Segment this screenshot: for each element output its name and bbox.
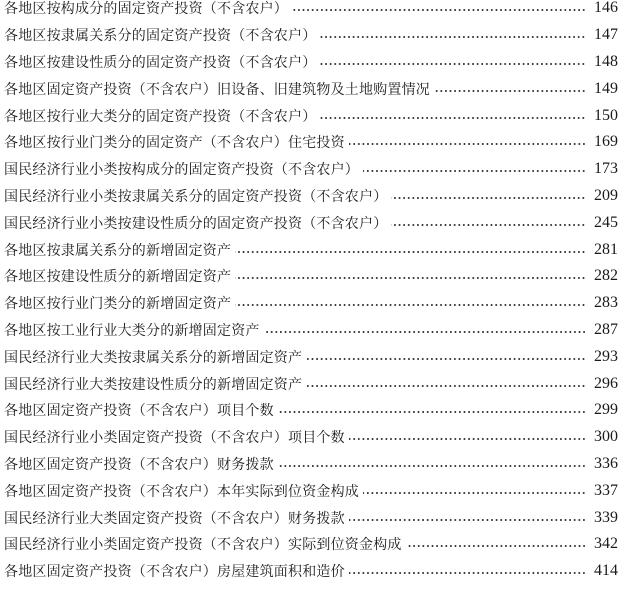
toc-entry-title: 各地区按建设性质分的新增固定资产 (4, 269, 232, 286)
toc-entry-title: 各地区按隶属关系分的新增固定资产 (4, 242, 232, 259)
toc-entry-title: 国民经济行业小类固定资产投资（不含农户）项目个数 (4, 430, 345, 447)
toc-entry-title: 各地区固定资产投资（不含农户）本年实际到位资金构成 (4, 483, 359, 500)
toc-entry-title: 各地区固定资产投资（不含农户）项目个数 (4, 403, 274, 420)
toc-leader-dots (320, 63, 586, 65)
toc-entry-title: 国民经济行业小类按隶属关系分的固定资产投资（不含农户） (4, 188, 388, 205)
toc-entry[interactable] (4, 370, 618, 397)
toc-page-number: 287 (594, 320, 618, 338)
toc-entry[interactable] (4, 504, 618, 531)
toc-page-number: 209 (594, 186, 618, 204)
toc-leader-dots (235, 277, 586, 279)
toc-entry[interactable] (4, 49, 618, 76)
toc-page-number: 148 (594, 52, 618, 70)
toc-entry[interactable] (4, 317, 618, 344)
toc-entry-title: 国民经济行业大类按隶属关系分的新增固定资产 (4, 349, 303, 366)
toc-leader-dots (306, 358, 586, 360)
toc-leader-dots (363, 170, 586, 172)
toc-entry-title: 国民经济行业小类按构成分的固定资产投资（不含农户） (4, 162, 359, 179)
toc-entry[interactable] (4, 263, 618, 290)
toc-page-number: 283 (594, 294, 618, 312)
table-of-contents (4, 0, 618, 590)
toc-entry[interactable] (4, 129, 618, 156)
toc-page-number: 293 (594, 347, 618, 365)
toc-entry[interactable] (4, 75, 618, 102)
toc-page-number: 296 (594, 374, 618, 392)
toc-entry-title: 各地区按行业大类分的固定资产投资（不含农户） (4, 108, 317, 125)
toc-entry-title: 国民经济行业小类固定资产投资（不含农户）实际到位资金构成 (4, 537, 402, 554)
toc-entry[interactable] (4, 424, 618, 451)
toc-entry[interactable] (4, 290, 618, 317)
toc-page-number: 173 (594, 160, 618, 178)
toc-leader-dots (349, 572, 586, 574)
toc-entry[interactable] (4, 451, 618, 478)
toc-entry-title: 各地区按隶属关系分的固定资产投资（不含农户） (4, 28, 317, 45)
toc-leader-dots (391, 224, 586, 226)
toc-page-number: 149 (594, 79, 618, 97)
toc-leader-dots (306, 385, 586, 387)
toc-leader-dots (363, 492, 586, 494)
toc-page-number: 300 (594, 428, 618, 446)
toc-entry[interactable] (4, 0, 618, 22)
toc-page-number: 146 (594, 0, 618, 17)
toc-leader-dots (349, 438, 586, 440)
toc-entry[interactable] (4, 397, 618, 424)
toc-entry[interactable] (4, 183, 618, 210)
toc-leader-dots (264, 331, 586, 333)
toc-entry-title: 国民经济行业大类按建设性质分的新增固定资产 (4, 376, 303, 393)
toc-page-number: 281 (594, 240, 618, 258)
toc-page-number: 245 (594, 213, 618, 231)
toc-leader-dots (235, 251, 586, 253)
toc-entry-title: 各地区按行业门类分的固定资产（不含农户）住宅投资 (4, 135, 345, 152)
toc-entry-title: 国民经济行业小类按建设性质分的固定资产投资（不含农户） (4, 215, 388, 232)
toc-entry[interactable] (4, 102, 618, 129)
toc-page-number: 147 (594, 26, 618, 44)
toc-entry[interactable] (4, 209, 618, 236)
toc-entry-title: 国民经济行业大类固定资产投资（不含农户）财务拨款 (4, 510, 345, 527)
toc-leader-dots (235, 304, 586, 306)
toc-entry[interactable] (4, 343, 618, 370)
toc-entry-title: 各地区按构成分的固定资产投资（不含农户） (4, 1, 288, 18)
toc-entry-title: 各地区按工业行业大类分的新增固定资产 (4, 322, 260, 339)
toc-leader-dots (320, 117, 586, 119)
toc-leader-dots (292, 9, 586, 11)
toc-entry[interactable] (4, 236, 618, 263)
toc-entry-title: 各地区固定资产投资（不含农户）财务拨款 (4, 456, 274, 473)
toc-leader-dots (278, 465, 586, 467)
toc-entry-title: 各地区按行业门类分的新增固定资产 (4, 296, 232, 313)
toc-page-number: 336 (594, 454, 618, 472)
toc-page-number: 339 (594, 508, 618, 526)
toc-entry-title: 各地区固定资产投资（不含农户）房屋建筑面积和造价 (4, 564, 345, 581)
toc-leader-dots (349, 143, 586, 145)
toc-page-number: 342 (594, 535, 618, 553)
toc-entry-title: 各地区固定资产投资（不含农户）旧设备、旧建筑物及土地购置情况 (4, 81, 430, 98)
toc-page-number: 282 (594, 267, 618, 285)
toc-page-number: 337 (594, 481, 618, 499)
toc-leader-dots (320, 36, 586, 38)
toc-page-number: 150 (594, 106, 618, 124)
toc-entry[interactable] (4, 477, 618, 504)
toc-page-number: 414 (594, 562, 618, 580)
toc-page-number: 299 (594, 401, 618, 419)
toc-leader-dots (434, 90, 586, 92)
toc-entry[interactable] (4, 558, 618, 585)
toc-entry[interactable] (4, 531, 618, 558)
toc-entry-title: 各地区按建设性质分的固定资产投资（不含农户） (4, 54, 317, 71)
toc-leader-dots (349, 519, 586, 521)
toc-page-number: 169 (594, 133, 618, 151)
toc-entry[interactable] (4, 22, 618, 49)
toc-leader-dots (391, 197, 586, 199)
toc-entry[interactable] (4, 156, 618, 183)
toc-leader-dots (278, 411, 586, 413)
toc-leader-dots (406, 545, 586, 547)
